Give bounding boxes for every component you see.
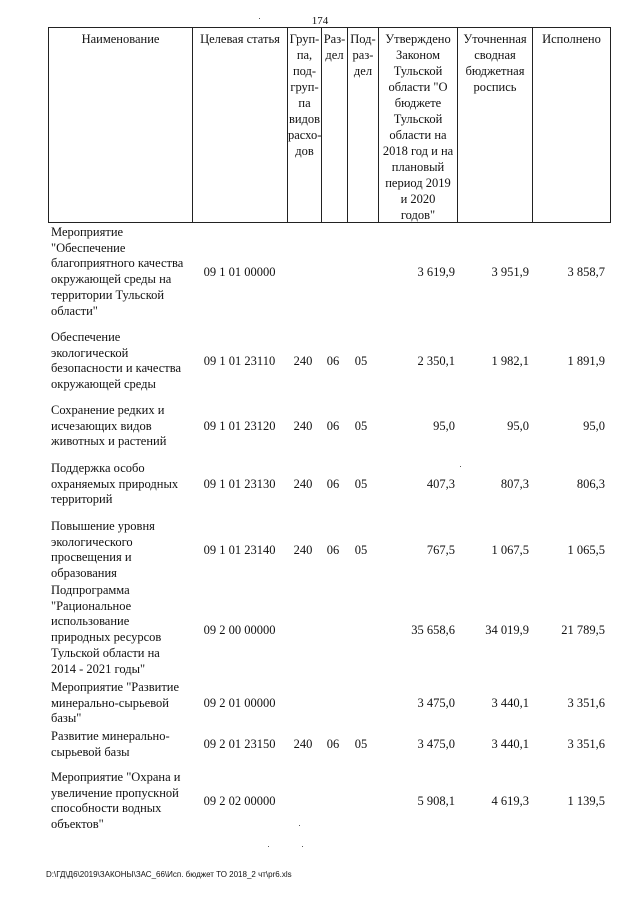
row-executed: 95,0: [583, 419, 605, 433]
row-name: Развитие минерально- сырьевой базы: [51, 729, 170, 759]
header-section: Раз- дел: [321, 28, 347, 222]
row-refined: 4 619,3: [491, 794, 529, 808]
file-path-footer: D:\ГД\Д6\2019\ЗАКОНЫ\ЗАС_66\Исп. бюджет ТО 2018_2 чт\pr6.xls: [46, 870, 292, 879]
row-group: 240: [293, 543, 313, 557]
row-code: 09 2 01 23150: [203, 737, 276, 751]
header-subsection: Под- раз- дел: [347, 28, 378, 222]
row-name: Сохранение редких и исчезающих видов животных и растений: [51, 403, 167, 449]
row-code: 09 1 01 23140: [203, 543, 276, 557]
page-number: 174: [311, 15, 329, 27]
row-approved: 407,3: [426, 477, 455, 491]
row-section: 06: [326, 419, 340, 433]
row-group: 240: [293, 354, 313, 368]
row-section: 06: [326, 737, 340, 751]
table-header: [48, 27, 611, 223]
row-section: 06: [326, 477, 340, 491]
row-refined: 1 067,5: [491, 543, 529, 557]
row-executed: 3 351,6: [567, 737, 605, 751]
header-refined: Уточненная сводная бюджетная роспись: [457, 28, 532, 222]
row-subsection: 05: [354, 737, 368, 751]
row-subsection: 05: [354, 354, 368, 368]
row-section: 06: [326, 354, 340, 368]
row-approved: 5 908,1: [417, 794, 455, 808]
row-executed: 3 858,7: [567, 265, 605, 279]
header-name: Наименование: [81, 32, 160, 46]
row-name: Подпрограмма "Рациональное использование природных ресурсов Тульской области на 2014 - 2021 годы": [51, 583, 162, 676]
row-refined: 3 440,1: [491, 737, 529, 751]
row-code: 09 2 02 00000: [203, 794, 276, 808]
header-approved: Утверждено Законом Тульской области "О бюджете Тульской области на 2018 год и на плановый период 2019 и 2020 годов": [378, 28, 457, 222]
row-code: 09 1 01 23110: [203, 354, 276, 368]
row-refined: 3 440,1: [491, 696, 529, 710]
row-subsection: 05: [354, 543, 368, 557]
row-approved: 3 475,0: [417, 737, 455, 751]
scan-speck: [299, 825, 300, 826]
row-name: Поддержка особо охраняемых природных территорий: [51, 461, 179, 507]
header-group: Груп- па, под- груп- па видов расхо- дов: [287, 28, 321, 222]
row-executed: 1 065,5: [567, 543, 605, 557]
row-name: Обеспечение экологической безопасности и качества окружающей среды: [51, 330, 182, 392]
row-name: Мероприятие "Развитие минерально-сырьевой базы": [51, 680, 180, 726]
scan-speck: [302, 846, 303, 847]
row-group: 240: [293, 477, 313, 491]
row-executed: 1 139,5: [567, 794, 605, 808]
row-subsection: 05: [354, 419, 368, 433]
row-code: 09 1 01 23130: [203, 477, 276, 491]
row-code: 09 2 00 00000: [203, 623, 276, 637]
row-refined: 3 951,9: [491, 265, 529, 279]
row-code: 09 1 01 23120: [203, 419, 276, 433]
row-code: 09 2 01 00000: [203, 696, 276, 710]
row-executed: 21 789,5: [561, 623, 605, 637]
row-refined: 807,3: [500, 477, 529, 491]
row-executed: 806,3: [576, 477, 605, 491]
row-name: Мероприятие "Обеспечение благоприятного качества окружающей среды на территории Тульской области": [51, 225, 184, 318]
row-approved: 95,0: [433, 419, 455, 433]
row-executed: 1 891,9: [567, 354, 605, 368]
scan-speck: [268, 846, 269, 847]
row-name: Мероприятие "Охрана и увеличение пропускной способности водных объектов": [51, 770, 181, 832]
scan-speck: [259, 18, 260, 19]
row-approved: 3 619,9: [417, 265, 455, 279]
row-executed: 3 351,6: [567, 696, 605, 710]
row-approved: 2 350,1: [417, 354, 455, 368]
row-approved: 3 475,0: [417, 696, 455, 710]
row-refined: 34 019,9: [485, 623, 529, 637]
row-group: 240: [293, 737, 313, 751]
header-target: Целевая статья: [192, 28, 287, 222]
row-code: 09 1 01 00000: [203, 265, 276, 279]
row-subsection: 05: [354, 477, 368, 491]
row-name: Повышение уровня экологического просвещения и образования: [51, 519, 155, 581]
scan-speck: [460, 466, 461, 467]
row-approved: 767,5: [426, 543, 455, 557]
header-executed: Исполнено: [532, 28, 610, 222]
row-group: 240: [293, 419, 313, 433]
row-refined: 1 982,1: [491, 354, 529, 368]
row-refined: 95,0: [507, 419, 529, 433]
row-approved: 35 658,6: [411, 623, 455, 637]
row-section: 06: [326, 543, 340, 557]
